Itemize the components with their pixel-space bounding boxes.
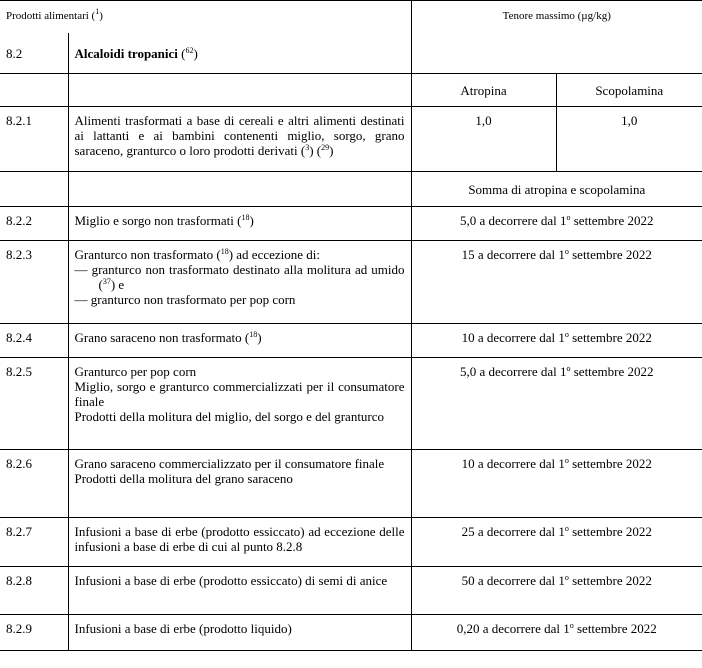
food-description	[68, 567, 411, 615]
table-row	[0, 207, 702, 241]
table-row	[0, 567, 702, 615]
max-level-value: 0,20 a decorrere dal 1$^o$ settembre 2022	[411, 615, 702, 651]
max-level-value: 5,0 a decorrere dal 1$^o$ settembre 2022	[411, 358, 702, 450]
food-line: Granturco non trasformato ($^{18}$) ad eccezione di:	[74, 247, 321, 262]
max-level-value: 50 a decorrere dal 1$^o$ settembre 2022	[411, 567, 702, 615]
food-description	[68, 358, 411, 450]
food-description	[68, 324, 411, 358]
food-column-header: Prodotti alimentari ($^1$)	[0, 1, 411, 33]
food-description: Alimenti trasformati a base di cereali e altri alimenti destinati ai lattanti e ai bambini contenenti miglio, sorgo, grano saraceno, granturco o loro prodotti derivati ($^3$) ($^{29}$)	[68, 107, 411, 172]
table-row	[0, 324, 702, 358]
max-level-value: 5,0 a decorrere dal 1$^o$ settembre 2022	[411, 207, 702, 241]
food-description	[68, 241, 411, 324]
row-number: 8.2.3	[0, 241, 68, 324]
table-row	[0, 450, 702, 518]
food-line: — granturco non trasformato per pop corn	[74, 292, 296, 307]
food-description	[68, 615, 411, 651]
table-header-row	[0, 1, 702, 33]
food-line: Miglio, sorgo e granturco commercializzati per il consumatore finale	[74, 379, 405, 409]
table-row	[0, 241, 702, 324]
row-number: 8.2.4	[0, 324, 68, 358]
substance-header-row	[0, 74, 702, 107]
row-number: 8.2.1	[0, 107, 68, 172]
max-level-value: 10 a decorrere dal 1$^o$ settembre 2022	[411, 324, 702, 358]
section-title: Alcaloidi tropanici ($^{62}$)	[68, 33, 411, 74]
max-level-column-header: Tenore massimo (µg/kg)	[502, 10, 611, 23]
food-description	[68, 518, 411, 567]
row-number: 8.2.2	[0, 207, 68, 241]
row-number: 8.2.8	[0, 567, 68, 615]
max-level-value: 15 a decorrere dal 1$^o$ settembre 2022	[411, 241, 702, 324]
row-number: 8.2.5	[0, 358, 68, 450]
food-description	[68, 207, 411, 241]
food-line: Miglio e sorgo non trasformati ($^{18}$)	[74, 213, 254, 228]
table-row	[0, 358, 702, 450]
food-line: — granturco non trasformato destinato alla molitura ad umido ($^{37}$) e	[74, 262, 405, 292]
food-description	[68, 450, 411, 518]
food-line: Prodotti della molitura del grano saraceno	[74, 471, 293, 486]
table-row	[0, 615, 702, 651]
food-line: Infusioni a base di erbe (prodotto essiccato) di semi di anice	[74, 573, 388, 588]
sum-header-row	[0, 172, 702, 207]
food-line: Granturco per pop corn	[74, 364, 197, 379]
row-number: 8.2.7	[0, 518, 68, 567]
table-row	[0, 518, 702, 567]
food-line: Grano saraceno commercializzato per il consumatore finale	[74, 456, 385, 471]
atropina-header: Atropina	[411, 74, 556, 107]
level-rows	[0, 207, 702, 651]
table-row	[0, 107, 702, 172]
scopolamina-header: Scopolamina	[556, 74, 702, 107]
food-line: Prodotti della molitura del miglio, del sorgo e del granturco	[74, 409, 385, 424]
row-number: 8.2.9	[0, 615, 68, 651]
max-level-value: 25 a decorrere dal 1$^o$ settembre 2022	[411, 518, 702, 567]
row-number: 8.2.6	[0, 450, 68, 518]
food-line: Infusioni a base di erbe (prodotto essiccato) ad eccezione delle infusioni a base di erbe di cui al punto 8.2.8	[74, 524, 405, 554]
atropina-value: 1,0	[411, 107, 556, 172]
section-number: 8.2	[0, 33, 68, 74]
food-line: Grano saraceno non trasformato ($^{18}$)	[74, 330, 262, 345]
max-level-value: 10 a decorrere dal 1$^o$ settembre 2022	[411, 450, 702, 518]
sum-header: Somma di atropina e scopolamina	[411, 172, 702, 207]
scopolamina-value: 1,0	[556, 107, 702, 172]
food-line: Infusioni a base di erbe (prodotto liquido)	[74, 621, 292, 636]
section-row	[0, 33, 702, 74]
